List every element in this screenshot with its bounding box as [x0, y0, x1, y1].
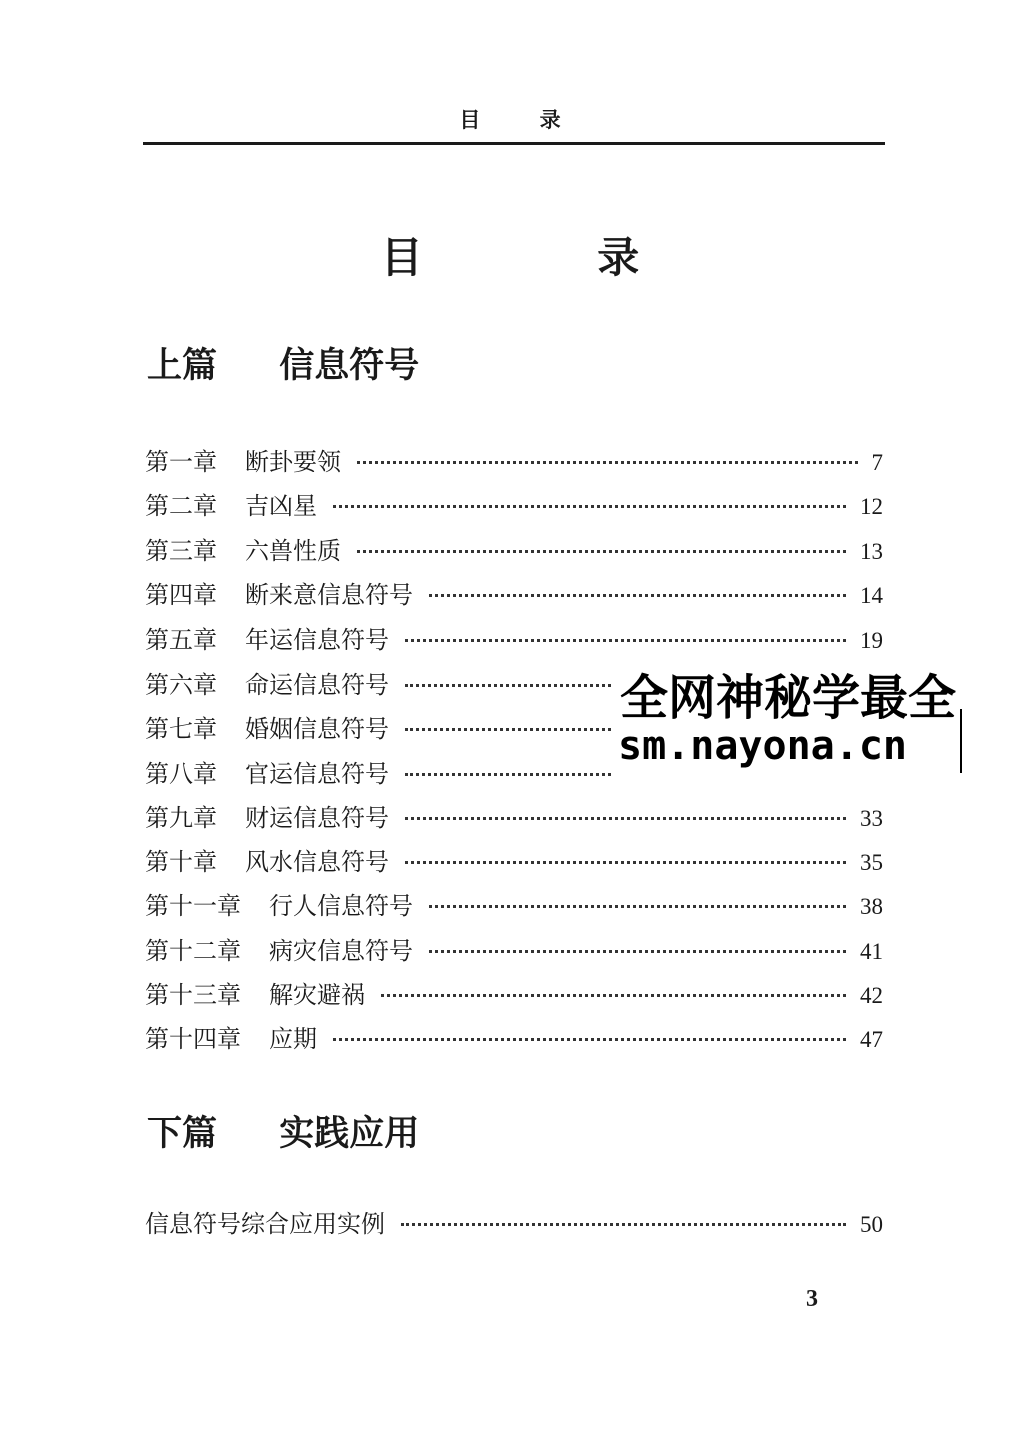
chapter-title: 断来意信息符号	[245, 581, 413, 609]
chapter-number: 第一章	[145, 448, 217, 476]
toc-entry[interactable]	[145, 798, 883, 834]
watermark-line1: 全网神秘学最全	[620, 670, 957, 726]
dot-leader	[405, 639, 846, 642]
chapter-number: 第六章	[145, 671, 217, 699]
dot-leader	[401, 1223, 846, 1226]
chapter-title: 断卦要领	[245, 448, 341, 476]
chapter-title: 应期	[269, 1025, 317, 1053]
chapter-title: 六兽性质	[245, 537, 341, 565]
dot-leader	[333, 1038, 846, 1041]
watermark-line2: sm.nayona.cn	[618, 723, 907, 769]
page-title: 目 录	[380, 233, 720, 282]
chapter-number: 第二章	[145, 492, 217, 520]
dot-leader	[429, 905, 846, 908]
chapter-title: 婚姻信息符号	[245, 715, 389, 743]
toc-entry[interactable]	[145, 620, 883, 656]
chapter-number: 第五章	[145, 626, 217, 654]
chapter-title: 年运信息符号	[245, 626, 389, 654]
chapter-number: 第十章	[145, 848, 217, 876]
page-ref: 12	[860, 494, 883, 519]
toc-entry[interactable]	[145, 975, 883, 1011]
toc-entry[interactable]	[145, 886, 883, 922]
chapter-number: 第四章	[145, 581, 217, 609]
toc-entry[interactable]	[145, 1204, 883, 1240]
text-cursor	[960, 709, 962, 773]
page-ref: 38	[860, 894, 883, 919]
chapter-number: 第十三章	[145, 981, 241, 1009]
part-subtitle: 实践应用	[279, 1114, 420, 1154]
page-ref: 50	[860, 1212, 883, 1237]
dot-leader	[357, 550, 846, 553]
page-ref: 35	[860, 850, 883, 875]
part-heading-1	[147, 338, 419, 388]
chapter-number: 第七章	[145, 715, 217, 743]
page-ref: 13	[860, 539, 883, 564]
dot-leader	[405, 861, 846, 864]
page-ref: 14	[860, 583, 883, 608]
chapter-title: 财运信息符号	[245, 804, 389, 832]
toc-entry[interactable]	[145, 442, 883, 478]
watermark	[612, 657, 1020, 777]
dot-leader	[381, 994, 846, 997]
toc-entry[interactable]	[145, 1019, 883, 1055]
part-subtitle: 信息符号	[279, 346, 420, 386]
dot-leader	[357, 461, 858, 464]
part-name: 上篇	[147, 346, 218, 386]
chapter-title: 命运信息符号	[245, 671, 389, 699]
dot-leader	[429, 594, 846, 597]
part-name: 下篇	[147, 1114, 218, 1154]
page-number: 3	[806, 1286, 818, 1312]
chapter-number: 第十一章	[145, 892, 241, 920]
toc-entry[interactable]	[145, 486, 883, 522]
header-rule	[143, 142, 885, 145]
chapter-number: 第八章	[145, 760, 217, 788]
page-ref: 42	[860, 983, 883, 1008]
page-ref: 47	[860, 1027, 883, 1052]
chapter-title: 风水信息符号	[245, 848, 389, 876]
toc-entry[interactable]	[145, 575, 883, 611]
page-ref: 19	[860, 628, 883, 653]
dot-leader	[333, 505, 846, 508]
chapter-number: 第九章	[145, 804, 217, 832]
chapter-title: 行人信息符号	[269, 892, 413, 920]
dot-leader	[429, 950, 846, 953]
chapter-title: 吉凶星	[245, 492, 317, 520]
running-header: 目 录	[459, 108, 587, 132]
chapter-title: 病灾信息符号	[269, 937, 413, 965]
chapter-title: 解灾避祸	[269, 981, 365, 1009]
entry-title: 信息符号综合应用实例	[145, 1210, 385, 1238]
page-ref: 33	[860, 806, 883, 831]
chapter-number: 第十二章	[145, 937, 241, 965]
chapter-number: 第三章	[145, 537, 217, 565]
toc-entry[interactable]	[145, 531, 883, 567]
page-ref: 7	[871, 450, 883, 475]
toc-entry[interactable]	[145, 842, 883, 878]
page-ref: 41	[860, 939, 883, 964]
toc-entry[interactable]	[145, 931, 883, 967]
part-heading-2	[147, 1106, 419, 1156]
dot-leader	[405, 817, 846, 820]
chapter-number: 第十四章	[145, 1025, 241, 1053]
chapter-title: 官运信息符号	[245, 760, 389, 788]
